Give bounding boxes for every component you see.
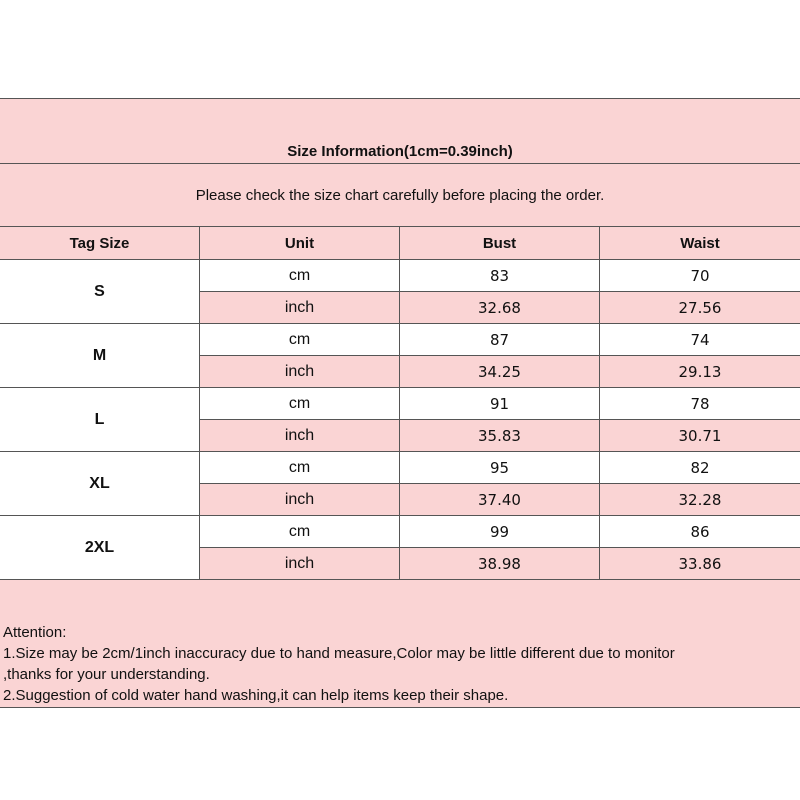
bust-cell: 35.83 [400,420,600,451]
table-row [200,356,800,387]
attention-heading: Attention: [3,624,67,641]
bust-cell: 99 [400,516,600,547]
size-group-m [0,324,800,388]
waist-cell: 86 [690,522,710,541]
waist-cell: 32.28 [678,490,722,509]
header-row [0,227,800,260]
size-chart [0,98,800,708]
attention-line-1: 1.Size may be 2cm/1inch inaccuracy due to hand measure,Color may be little different due to monitor [3,645,675,662]
bust-cell: 34.25 [400,356,600,387]
bust-cell: 87 [400,324,600,355]
unit-cell: inch [200,292,400,323]
attention-line-2: 2.Suggestion of cold water hand washing,it can help items keep their shape. [3,687,509,704]
bust-cell: 91 [400,388,600,419]
table-row [200,292,800,323]
table-row [200,388,800,420]
attention-notes [0,580,800,708]
table-row [200,484,800,515]
notice-row [0,164,800,227]
waist-cell: 29.13 [678,362,722,381]
bust-cell: 95 [400,452,600,483]
tag-size: XL [0,452,200,515]
tag-size: 2XL [0,516,200,579]
tag-size: M [0,324,200,387]
table-row [200,452,800,484]
bust-cell: 32.68 [400,292,600,323]
header-bust: Bust [400,227,600,259]
unit-cell: cm [200,388,400,419]
header-waist: Waist [680,234,720,252]
waist-cell: 70 [690,266,710,285]
tag-size: L [0,388,200,451]
table-row [200,420,800,451]
unit-cell: cm [200,452,400,483]
chart-title: Size Information(1cm=0.39inch) [287,143,513,160]
table-row [200,260,800,292]
title-row [0,98,800,164]
size-group-s [0,260,800,324]
waist-cell: 27.56 [678,298,722,317]
bust-cell: 83 [400,260,600,291]
bust-cell: 37.40 [400,484,600,515]
unit-cell: cm [200,516,400,547]
unit-cell: inch [200,548,400,579]
waist-cell: 30.71 [678,426,722,445]
header-unit: Unit [200,227,400,259]
attention-line-1b: ,thanks for your understanding. [3,666,210,683]
waist-cell: 74 [690,330,710,349]
tag-size: S [0,260,200,323]
notice-text: Please check the size chart carefully before placing the order. [195,186,605,204]
size-group-2xl [0,516,800,580]
size-group-l [0,388,800,452]
waist-cell: 82 [690,458,710,477]
size-group-xl [0,452,800,516]
unit-cell: cm [200,260,400,291]
unit-cell: cm [200,324,400,355]
table-row [200,548,800,579]
waist-cell: 78 [690,394,710,413]
unit-cell: inch [200,420,400,451]
header-tag-size: Tag Size [0,227,200,259]
unit-cell: inch [200,356,400,387]
bust-cell: 38.98 [400,548,600,579]
waist-cell: 33.86 [678,554,722,573]
unit-cell: inch [200,484,400,515]
table-row [200,324,800,356]
table-row [200,516,800,548]
